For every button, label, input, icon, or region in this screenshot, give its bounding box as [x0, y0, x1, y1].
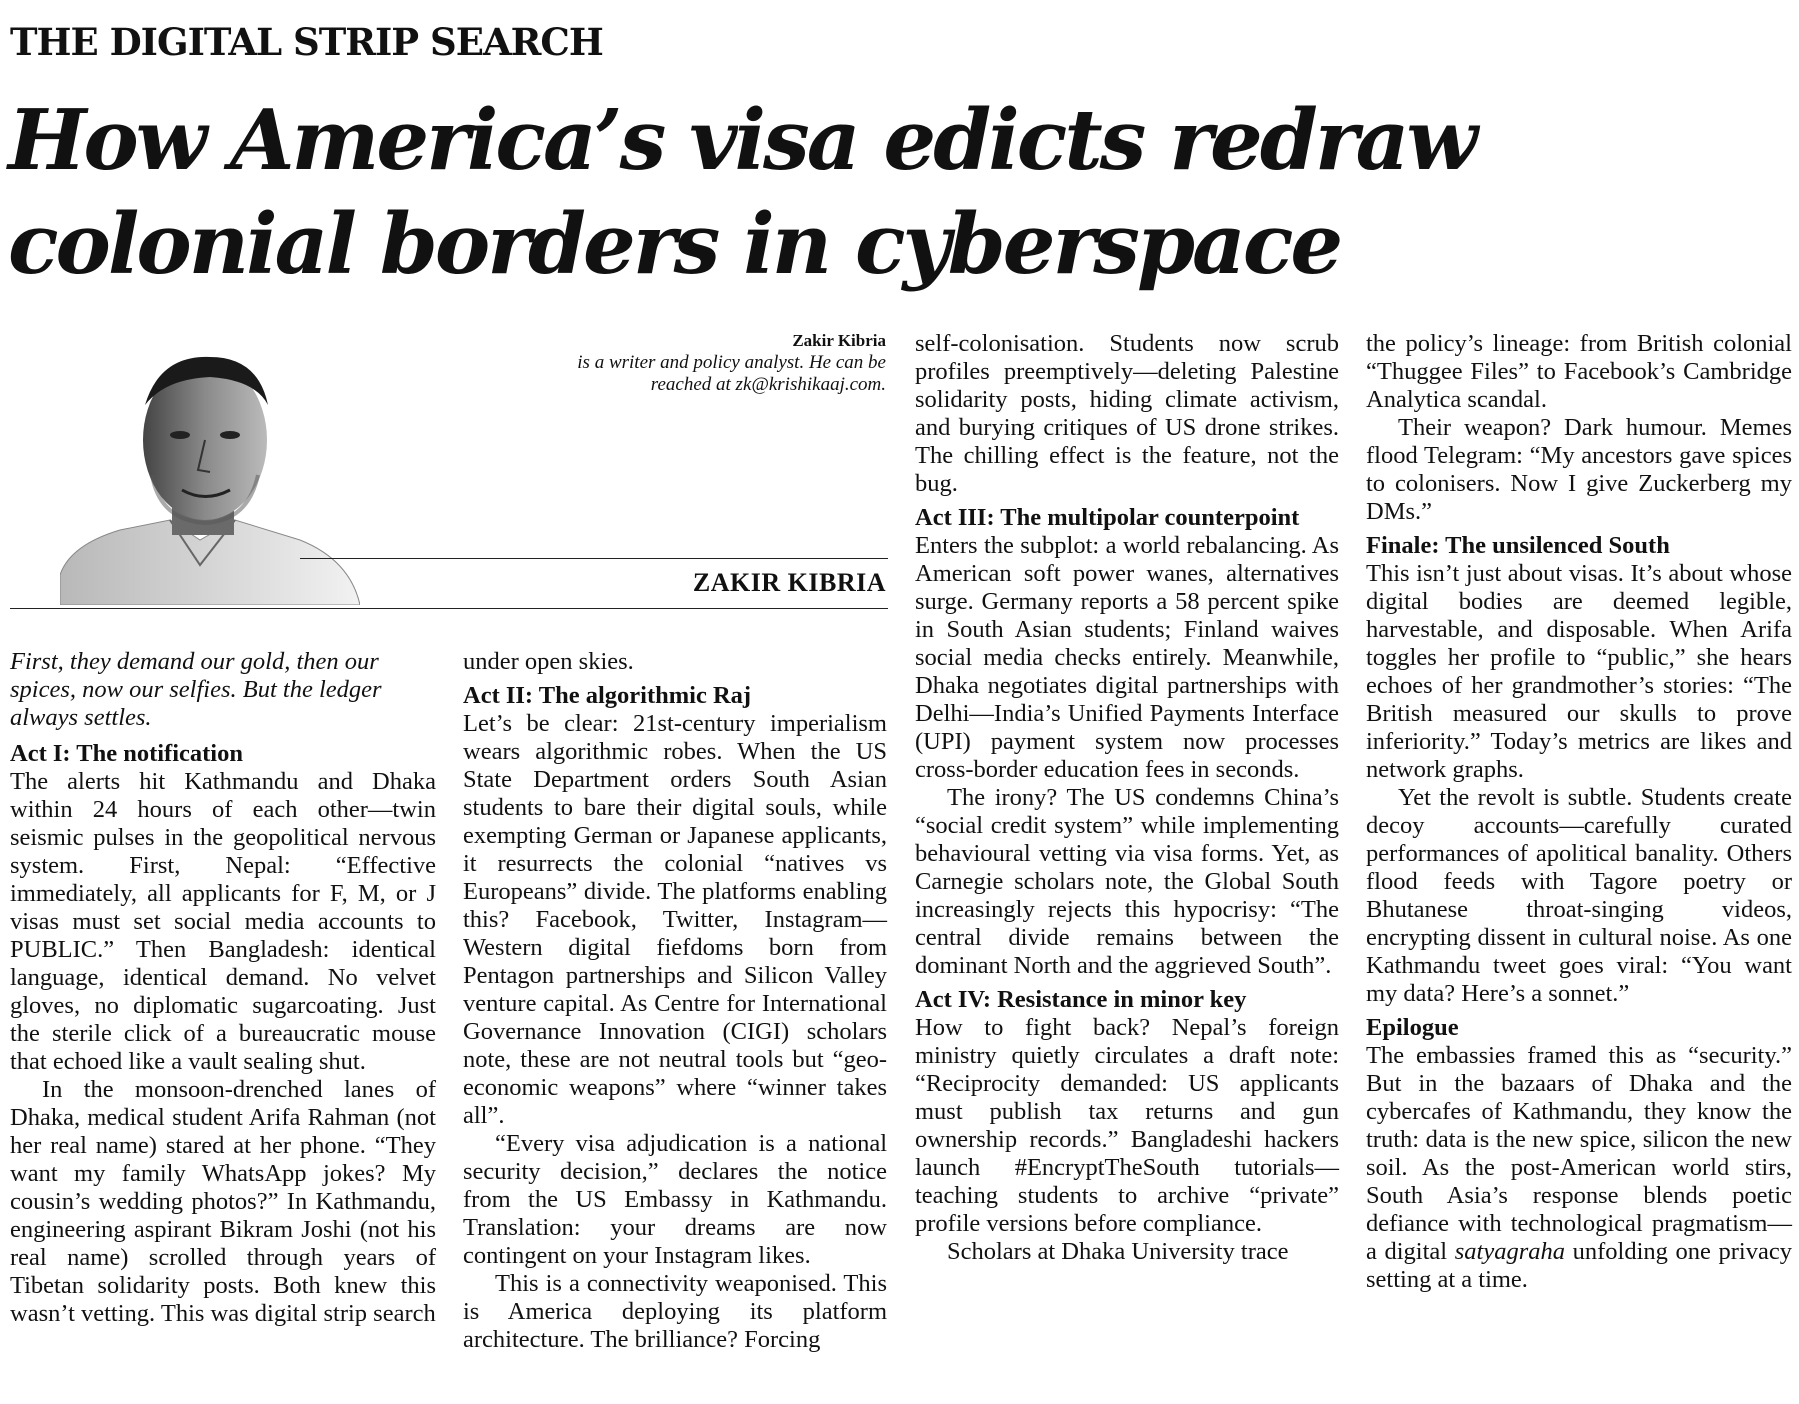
- paragraph-epilogue: [1366, 1042, 1792, 1294]
- column-1: [10, 648, 436, 1328]
- headline: [8, 88, 1788, 296]
- byline: ZAKIR KIBRIA: [692, 568, 886, 597]
- lede: First, they demand our gold, then our spices, now our selfies. But the ledger always settles.: [10, 648, 382, 731]
- paragraph: self-colonisation. Students now scrub profiles preemptively—deleting Palestine solidarity posts, hiding climate activism, and burying critiques of US drone strikes. The chilling effect is the feature, not the bug.: [915, 330, 1339, 497]
- paragraph: This isn’t just about visas. It’s about whose digital bodies are deemed legible, harvestable, and disposable. When Arifa toggles her profile to “public,” she hears echoes of her grandmother’s stories: “The British measured our skulls to prove inferiority.” Today’s metrics are likes and network graphs.: [1366, 560, 1792, 783]
- paragraph: This is a connectivity weaponised. This is America deploying its platform architecture. The brilliance? Forcing: [463, 1270, 887, 1353]
- paragraph: The alerts hit Kathmandu and Dhaka within 24 hours of each other—twin seismic pulses in the geopolitical nervous system. First, Nepal: “Effective immediately, all applicants for F, M, or J visas must set social media accounts to PUBLIC.” Then Bangladesh: identical language, identical demand. No velvet gloves, no diplomatic sugarcoating. Just the sterile click of a bureaucratic mouse that echoed like a vault sealing shut.: [10, 768, 436, 1075]
- paragraph: the policy’s lineage: from British colonial “Thuggee Files” to Facebook’s Cambridge Analytica scandal.: [1366, 330, 1792, 413]
- subhead-act-2: Act II: The algorithmic Raj: [463, 682, 752, 709]
- author-portrait: [60, 335, 360, 605]
- paragraph: The irony? The US condemns China’s “social credit system” while implementing behavioural vetting via visa forms. Yet, as Carnegie scholars note, the Global South increasingly rejects this hypocrisy: “The central divide remains between the dominant North and the aggrieved South”.: [915, 784, 1339, 979]
- author-block: [10, 330, 888, 610]
- author-bio-line-2: reached at zk@krishikaaj.com.: [650, 374, 886, 395]
- paragraph: In the monsoon-drenched lanes of Dhaka, medical student Arifa Rahman (not her real name) stared at her phone. “They want my family WhatsApp jokes? My cousin’s wedding photos?” In Kathmandu, engineering aspirant Bikram Joshi (not his real name) scrolled through years of Tibetan solidarity posts. Both knew this wasn’t vetting. This was digital strip search: [10, 1076, 436, 1327]
- byline-rule: [300, 558, 888, 559]
- author-name: Zakir Kibria: [792, 331, 886, 350]
- paragraph: under open skies.: [463, 648, 634, 675]
- epilogue-italic-word: satyagraha: [1454, 1238, 1565, 1265]
- headline-line-1: How America’s visa edicts redraw: [8, 91, 1475, 189]
- paragraph: “Every visa adjudication is a national security decision,” declares the notice from the US Embassy in Kathmandu. Translation: your dreams are now contingent on your Instagram likes.: [463, 1130, 887, 1269]
- column-4: [1366, 330, 1792, 1294]
- section-kicker: THE DIGITAL STRIP SEARCH: [10, 20, 603, 64]
- author-bio-line-1: is a writer and policy analyst. He can be: [577, 352, 886, 373]
- subhead-finale: Finale: The unsilenced South: [1366, 532, 1670, 559]
- epilogue-text: The embassies framed this as “security.” But in the bazaars of Dhaka and the cybercafes of Kathmandu, they know the truth: data is the new spice, silicon the new soil. As the post-American world stirs, South Asia’s response blends poetic defiance with technological pragmatism—a digital: [1366, 1042, 1792, 1265]
- epilogue-text-end: unfolding one privacy setting at a time.: [1366, 1238, 1792, 1293]
- subhead-act-4: Act IV: Resistance in minor key: [915, 986, 1247, 1013]
- author-meta: [577, 330, 886, 396]
- paragraph: How to fight back? Nepal’s foreign ministry quietly circulates a draft note: “Reciprocity demanded: US applicants must publish tax returns and gun ownership records.” Bangladeshi hackers launch #EncryptTheSouth tutorials—teaching students to archive “private” profile versions before compliance.: [915, 1014, 1339, 1237]
- paragraph: Enters the subplot: a world rebalancing. As American soft power wanes, alternatives surge. Germany reports a 58 percent spike in South Asian students; Finland waives social media checks entirely. Meanwhile, Dhaka negotiates digital partnerships with Delhi—India’s Unified Payments Interface (UPI) payment system now processes cross-border education fees in seconds.: [915, 532, 1339, 783]
- paragraph: Yet the revolt is subtle. Students create decoy accounts—carefully curated performances of apolitical banality. Others flood feeds with Tagore poetry or Bhutanese throat-singing videos, encrypting dissent in cultural noise. As one Kathmandu tweet goes viral: “You want my data? Here’s a sonnet.”: [1366, 784, 1792, 1007]
- paragraph: Their weapon? Dark humour. Memes flood Telegram: “My ancestors gave spices to colonisers. Now I give Zuckerberg my DMs.”: [1366, 414, 1792, 525]
- subhead-act-1: Act I: The notification: [10, 740, 243, 767]
- column-2: [463, 648, 887, 1354]
- paragraph: Let’s be clear: 21st-century imperialism wears algorithmic robes. When the US State Department orders South Asian students to bare their digital souls, while exempting German or Japanese applicants, it resurrects the colonial “natives vs Europeans” divide. The platforms enabling this? Facebook, Twitter, Instagram—Western digital fiefdoms born from Pentagon partnerships and Silicon Valley venture capital. As Centre for International Governance Innovation (CIGI) scholars note, these are not neutral tools but “geo-economic weapons” where “winner takes all”.: [463, 710, 887, 1129]
- subhead-act-3: Act III: The multipolar counterpoint: [915, 504, 1300, 531]
- column-3: [915, 330, 1339, 1266]
- author-block-bottom-rule: [10, 608, 888, 609]
- paragraph: Scholars at Dhaka University trace: [947, 1238, 1289, 1265]
- headline-line-2: colonial borders in cyberspace: [8, 195, 1341, 293]
- subhead-epilogue: Epilogue: [1366, 1014, 1459, 1041]
